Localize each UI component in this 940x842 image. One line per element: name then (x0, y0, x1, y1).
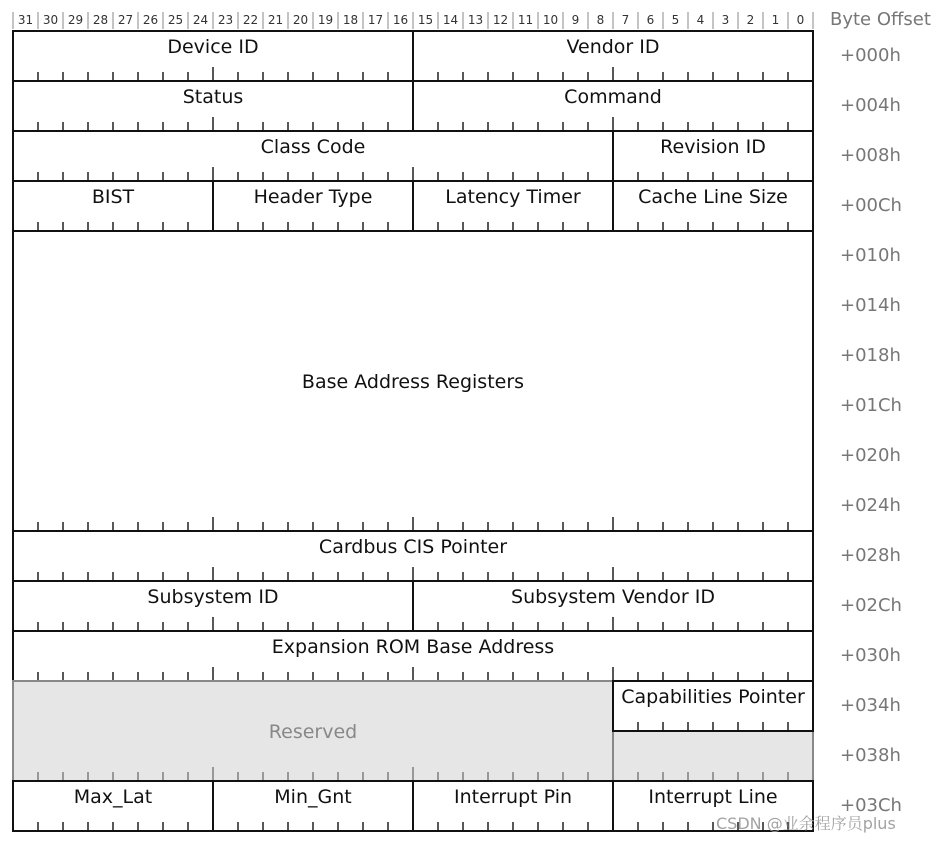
bit-number: 30 (42, 13, 59, 27)
field-cache-line-size (613, 181, 813, 231)
field-subsystem-id (13, 581, 413, 631)
byte-offset-label: +018h (840, 345, 901, 366)
bit-number: 9 (571, 13, 580, 27)
field-label: Header Type (253, 186, 373, 208)
byte-offset-label: +014h (840, 295, 901, 316)
field-label: Min_Gnt (274, 786, 352, 808)
field-label: BIST (91, 186, 135, 208)
bit-number-header (13, 12, 813, 29)
bit-number: 14 (442, 13, 459, 27)
field-label: Subsystem Vendor ID (511, 586, 715, 608)
bit-number: 1 (771, 13, 780, 27)
bit-number: 2 (746, 13, 755, 27)
bit-number: 28 (92, 13, 109, 27)
field-revision-id (613, 131, 813, 181)
field-latency-timer (413, 181, 613, 231)
bit-number: 26 (142, 13, 159, 27)
bit-number: 17 (367, 13, 384, 27)
byte-offset-label: +004h (840, 95, 901, 116)
field-subsystem-vendor-id (413, 581, 813, 631)
field-label: Base Address Registers (301, 371, 525, 393)
bit-number: 25 (167, 13, 184, 27)
field-status (13, 81, 413, 131)
field-label: Reserved (268, 721, 358, 743)
byte-offset-label: +010h (840, 245, 901, 266)
field-label: Revision ID (660, 136, 766, 158)
bit-number: 12 (492, 13, 509, 27)
byte-offset-label: +038h (840, 745, 901, 766)
bit-number: 7 (621, 13, 630, 27)
field-command (413, 81, 813, 131)
field-label: Interrupt Line (648, 786, 778, 808)
bit-number: 31 (17, 13, 34, 27)
field-label: Cache Line Size (638, 186, 788, 208)
bit-number: 13 (467, 13, 484, 27)
field-label: Latency Timer (445, 186, 581, 208)
byte-offset-label: +008h (840, 145, 901, 166)
bit-number: 19 (317, 13, 334, 27)
field-bist (13, 181, 213, 231)
byte-offset-label: +020h (840, 445, 901, 466)
byte-offset-label: +028h (840, 545, 901, 566)
bit-number: 27 (117, 13, 134, 27)
field-expansion-rom-base-address (13, 631, 813, 681)
register-fields (13, 31, 813, 831)
byte-offset-label: +01Ch (840, 395, 902, 416)
bit-number: 16 (392, 13, 409, 27)
bit-number: 4 (696, 13, 705, 27)
bit-number: 11 (517, 13, 534, 27)
byte-offset-label: +00Ch (840, 195, 902, 216)
field-vendor-id (413, 31, 813, 81)
bit-number: 22 (242, 13, 259, 27)
byte-offset-label: +034h (840, 695, 901, 716)
bit-number: 20 (292, 13, 309, 27)
bit-number: 29 (67, 13, 84, 27)
field-label: Max_Lat (73, 786, 153, 808)
field-label: Command (564, 86, 662, 108)
field-class-code (13, 131, 613, 181)
byte-offset-title: Byte Offset (830, 9, 931, 30)
bit-number: 3 (721, 13, 730, 27)
field-reserved (13, 681, 613, 781)
bit-number: 15 (417, 13, 434, 27)
field-label: Expansion ROM Base Address (271, 636, 555, 658)
byte-offset-label: +000h (840, 45, 901, 66)
field-label: Class Code (260, 136, 366, 158)
field-label: Interrupt Pin (453, 786, 573, 808)
bit-number: 21 (267, 13, 284, 27)
bit-number: 18 (342, 13, 359, 27)
field-label: Vendor ID (566, 36, 660, 58)
field-device-id (13, 31, 413, 81)
bit-number: 5 (671, 13, 680, 27)
bit-number: 8 (596, 13, 605, 27)
field-base-address-registers (13, 231, 813, 531)
byte-offset-label: +030h (840, 645, 901, 666)
byte-offset-label: +02Ch (840, 595, 902, 616)
field-label: Cardbus CIS Pointer (318, 536, 508, 558)
field-capabilities-pointer (613, 681, 813, 781)
byte-offset-label: +024h (840, 495, 901, 516)
field-label: Device ID (167, 36, 259, 58)
bit-number: 24 (192, 13, 209, 27)
field-interrupt-pin (413, 781, 613, 831)
field-label: Subsystem ID (147, 586, 279, 608)
byte-offset-column (840, 45, 902, 816)
field-label: Status (182, 86, 244, 108)
byte-offset-label: +03Ch (840, 795, 902, 816)
field-cardbus-cis-pointer (13, 531, 813, 581)
watermark-text: CSDN @业余程序员plus (716, 814, 896, 833)
bit-number: 10 (542, 13, 559, 27)
field-max-lat (13, 781, 213, 831)
bit-number: 23 (217, 13, 234, 27)
field-label: Capabilities Pointer (621, 686, 805, 708)
bit-number: 0 (796, 13, 805, 27)
field-header-type (213, 181, 413, 231)
field-min-gnt (213, 781, 413, 831)
bit-number: 6 (646, 13, 655, 27)
